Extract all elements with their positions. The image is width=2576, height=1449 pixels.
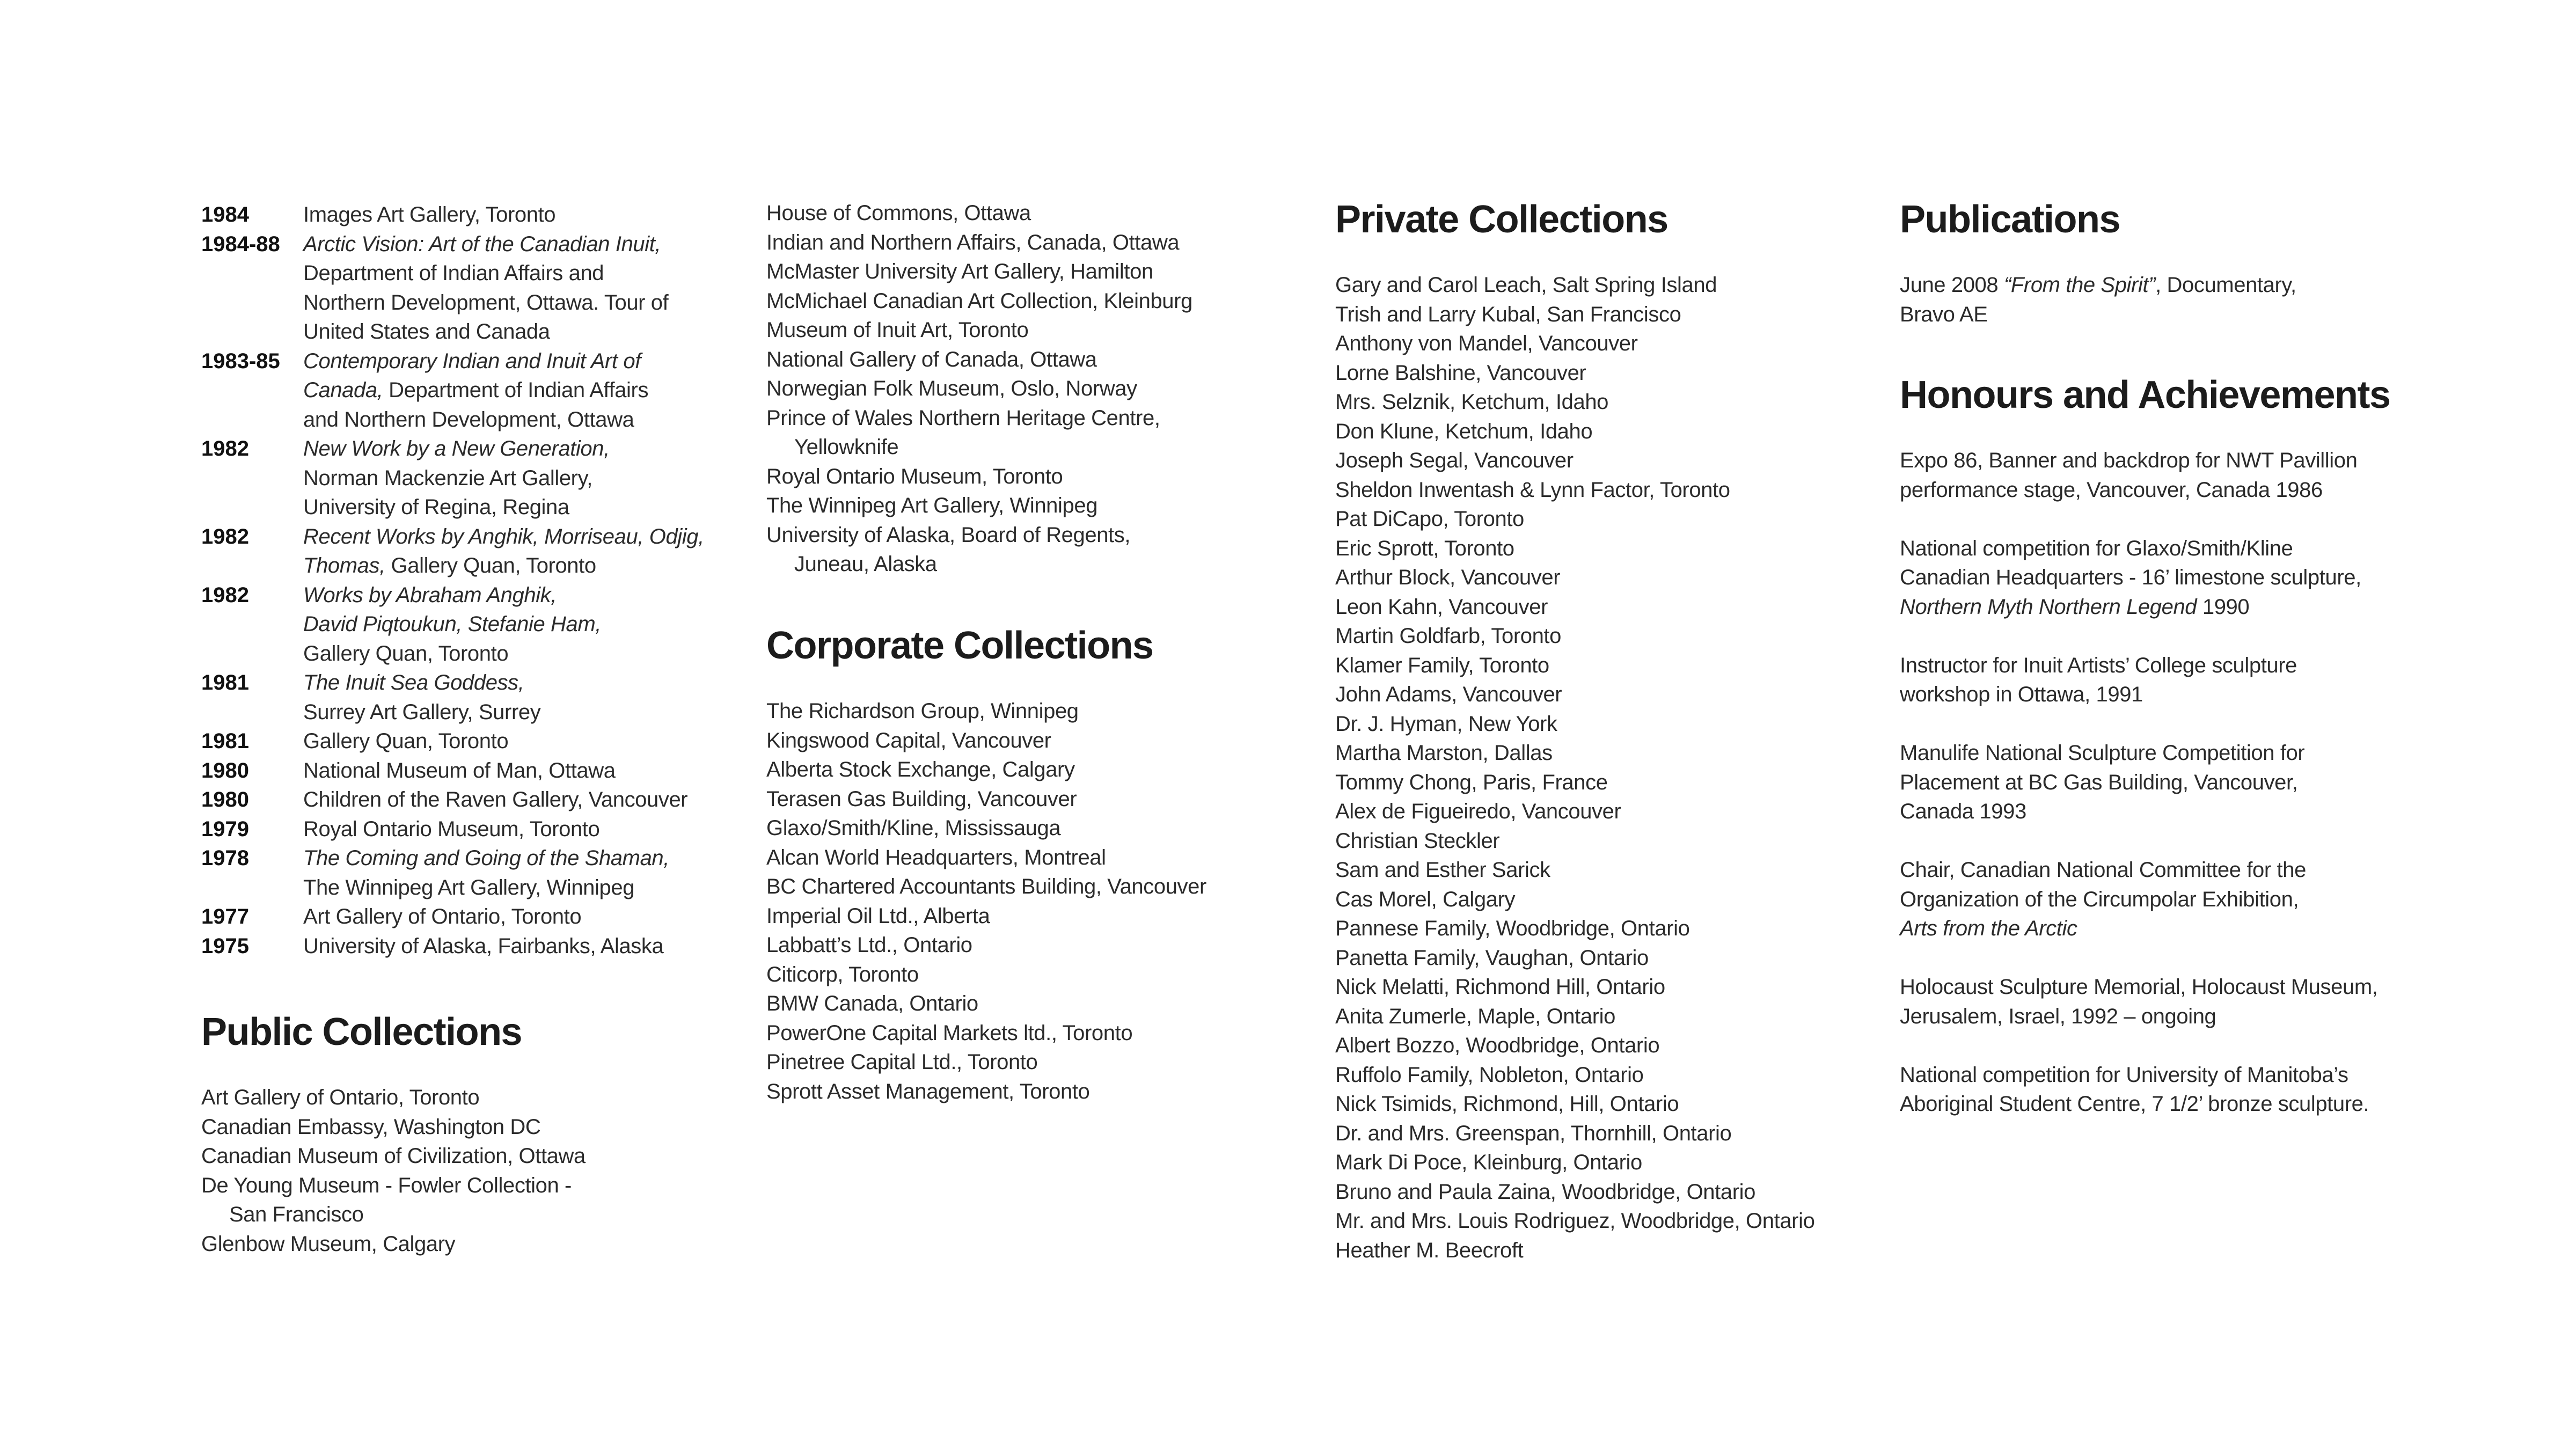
corporate-collections-heading: Corporate Collections	[766, 624, 1153, 667]
text-run: Canadian Headquarters - 16’ limestone sculpture,	[1900, 566, 2361, 589]
list-item: Imperial Oil Ltd., Alberta	[766, 904, 990, 928]
list-item: McMaster University Art Gallery, Hamilton	[766, 260, 1153, 283]
honour-line	[1900, 475, 2377, 505]
text-run: , Documentary,	[2155, 273, 2296, 297]
italic-text: New Work by a New Generation,	[303, 437, 610, 460]
corporate-collections-list	[766, 697, 1206, 1106]
public-collections-heading: Public Collections	[201, 1011, 522, 1053]
list-item: PowerOne Capital Markets ltd., Toronto	[766, 1021, 1133, 1045]
exhibition-entry	[201, 785, 704, 815]
exhibition-line	[303, 902, 704, 932]
list-item: Mr. and Mrs. Louis Rodriguez, Woodbridge, Ontario	[1335, 1209, 1815, 1233]
text-run: National competition for Glaxo/Smith/Kline	[1900, 536, 2293, 560]
exhibition-year: 1980	[201, 758, 249, 782]
paragraph-gap	[1900, 1031, 2377, 1060]
text-run: Children of the Raven Gallery, Vancouver	[303, 788, 688, 811]
list-item: BMW Canada, Ontario	[766, 992, 978, 1015]
exhibition-line	[303, 610, 704, 639]
list-item: Gary and Carol Leach, Salt Spring Island	[1335, 273, 1717, 297]
text-run: United States and Canada	[303, 320, 550, 343]
exhibition-year: 1977	[201, 905, 249, 928]
exhibition-year: 1982	[201, 524, 249, 548]
text-run: Gallery Quan, Toronto	[385, 554, 596, 577]
exhibition-description	[303, 815, 704, 844]
exhibition-line	[303, 522, 704, 552]
text-run: Expo 86, Banner and backdrop for NWT Pavillion	[1900, 449, 2358, 472]
publications-heading: Publications	[1900, 198, 2120, 241]
honour-line	[1900, 592, 2377, 622]
exhibition-line	[303, 259, 704, 288]
exhibition-line	[303, 551, 704, 581]
exhibition-line	[303, 464, 704, 493]
text-run: Holocaust Sculpture Memorial, Holocaust Museum,	[1900, 975, 2378, 999]
italic-text: The Coming and Going of the Shaman,	[303, 846, 669, 870]
list-item: Citicorp, Toronto	[766, 962, 919, 986]
list-item: Ruffolo Family, Nobleton, Ontario	[1335, 1063, 1644, 1087]
exhibition-description	[303, 434, 704, 522]
list-item: Martin Goldfarb, Toronto	[1335, 624, 1561, 648]
exhibition-entry	[201, 756, 704, 786]
honour-line	[1900, 446, 2377, 475]
list-item: Nick Melatti, Richmond Hill, Ontario	[1335, 975, 1665, 999]
list-item: Dr. and Mrs. Greenspan, Thornhill, Ontario	[1335, 1121, 1732, 1145]
list-item: Museum of Inuit Art, Toronto	[766, 318, 1029, 342]
exhibition-line	[303, 493, 704, 522]
text-run: Art Gallery of Ontario, Toronto	[303, 905, 582, 928]
list-item: Cas Morel, Calgary	[1335, 887, 1516, 911]
exhibition-line	[303, 230, 704, 259]
text-run: Aboriginal Student Centre, 7 1/2’ bronze sculpture.	[1900, 1092, 2369, 1116]
text-run: Chair, Canadian National Committee for the	[1900, 858, 2306, 882]
list-item: Eric Sprott, Toronto	[1335, 536, 1514, 560]
exhibition-description	[303, 785, 704, 815]
honour-line	[1900, 1060, 2377, 1090]
text-run: Surrey Art Gallery, Surrey	[303, 700, 541, 724]
text-run: Department of Indian Affairs and	[303, 261, 604, 285]
list-item: National Gallery of Canada, Ottawa	[766, 347, 1097, 371]
list-item: Juneau, Alaska	[794, 552, 937, 576]
list-item: Alex de Figueiredo, Vancouver	[1335, 800, 1621, 823]
exhibition-entry	[201, 815, 704, 844]
list-item: Christian Steckler	[1335, 829, 1500, 853]
honour-line	[1900, 1089, 2377, 1119]
exhibitions-list	[201, 200, 704, 961]
list-item: Mrs. Selznik, Ketchum, Idaho	[1335, 390, 1609, 414]
text-run: workshop in Ottawa, 1991	[1900, 683, 2143, 706]
text-run: Canada 1993	[1900, 800, 2026, 823]
paragraph-gap	[1900, 504, 2377, 534]
honour-line	[1900, 1002, 2377, 1031]
exhibition-entry	[201, 668, 704, 727]
exhibition-description	[303, 347, 704, 435]
list-item: Terasen Gas Building, Vancouver	[766, 787, 1077, 811]
honour-line	[1900, 680, 2377, 709]
exhibition-description	[303, 727, 704, 756]
list-item: Joseph Segal, Vancouver	[1335, 449, 1574, 472]
honour-entry	[1900, 738, 2377, 826]
italic-text: The Inuit Sea Goddess,	[303, 671, 524, 694]
exhibition-year: 1981	[201, 729, 249, 753]
text-run: Royal Ontario Museum, Toronto	[303, 817, 600, 841]
text-run: Jerusalem, Israel, 1992 – ongoing	[1900, 1004, 2216, 1028]
exhibition-year: 1982	[201, 437, 249, 460]
paragraph-gap	[1900, 826, 2377, 856]
honour-line	[1900, 914, 2377, 943]
text-run: Manulife National Sculpture Competition for	[1900, 741, 2305, 765]
list-item: The Winnipeg Art Gallery, Winnipeg	[766, 494, 1098, 517]
list-item: Kingswood Capital, Vancouver	[766, 728, 1051, 752]
exhibition-line	[303, 200, 704, 230]
exhibition-year: 1984	[201, 203, 249, 226]
honour-line	[1900, 651, 2377, 680]
exhibition-year: 1978	[201, 846, 249, 870]
list-item: Bruno and Paula Zaina, Woodbridge, Ontario	[1335, 1180, 1755, 1204]
italic-text: Thomas,	[303, 554, 385, 577]
exhibition-entry	[201, 844, 704, 902]
public-collections-list-2	[766, 199, 1192, 579]
exhibition-line	[303, 844, 704, 873]
list-item: Dr. J. Hyman, New York	[1335, 712, 1557, 736]
paragraph-gap	[1900, 621, 2377, 651]
italic-text: Works by Abraham Anghik,	[303, 583, 557, 607]
exhibition-description	[303, 668, 704, 727]
italic-text: Arts from the Arctic	[1900, 917, 2077, 940]
list-item: Heather M. Beecroft	[1335, 1238, 1524, 1262]
list-item: Canadian Museum of Civilization, Ottawa	[201, 1144, 586, 1168]
honour-line	[1900, 768, 2377, 797]
italic-text: David Piqtoukun, Stefanie Ham,	[303, 612, 601, 636]
exhibition-entry	[201, 522, 704, 581]
text-run: Images Art Gallery, Toronto	[303, 203, 556, 226]
public-collections-list-1	[201, 1083, 586, 1258]
italic-text: Recent Works by Anghik, Morriseau, Odjig,	[303, 524, 704, 548]
exhibition-entry	[201, 230, 704, 347]
italic-text: “From the Spirit”	[2003, 273, 2156, 297]
exhibition-description	[303, 756, 704, 786]
exhibition-line	[303, 873, 704, 903]
text-run: Instructor for Inuit Artists’ College sculpture	[1900, 653, 2297, 677]
list-item: Glaxo/Smith/Kline, Mississauga	[766, 816, 1061, 840]
honour-entry	[1900, 972, 2377, 1031]
honour-entry	[1900, 534, 2377, 622]
exhibition-line	[303, 785, 704, 815]
exhibition-description	[303, 200, 704, 230]
honours-heading: Honours and Achievements	[1900, 374, 2390, 416]
list-item: De Young Museum - Fowler Collection -	[201, 1173, 572, 1197]
exhibition-line	[303, 698, 704, 727]
list-item: Alcan World Headquarters, Montreal	[766, 845, 1106, 869]
private-collections-list	[1335, 270, 1814, 1265]
text-run: Organization of the Circumpolar Exhibition,	[1900, 887, 2299, 911]
list-item: Royal Ontario Museum, Toronto	[766, 464, 1063, 488]
exhibition-line	[303, 347, 704, 376]
exhibition-entry	[201, 434, 704, 522]
list-item: Canadian Embassy, Washington DC	[201, 1115, 541, 1139]
publication-line	[1900, 270, 2296, 300]
exhibition-description	[303, 902, 704, 932]
honour-line	[1900, 738, 2377, 768]
honour-entry	[1900, 651, 2377, 709]
list-item: Prince of Wales Northern Heritage Centre,	[766, 406, 1160, 430]
list-item: Tommy Chong, Paris, France	[1335, 770, 1608, 794]
italic-text: Canada,	[303, 378, 383, 402]
exhibition-line	[303, 639, 704, 669]
exhibition-description	[303, 932, 704, 961]
list-item: Lorne Balshine, Vancouver	[1335, 361, 1586, 385]
private-collections-heading: Private Collections	[1335, 198, 1668, 241]
list-item: Yellowknife	[794, 435, 899, 459]
list-item: Klamer Family, Toronto	[1335, 653, 1549, 677]
text-run: University of Alaska, Fairbanks, Alaska	[303, 934, 664, 958]
italic-text: Northern Myth Northern Legend	[1900, 595, 2197, 619]
exhibition-description	[303, 522, 704, 581]
list-item: Norwegian Folk Museum, Oslo, Norway	[766, 377, 1137, 400]
text-run: June 2008	[1900, 273, 2004, 297]
honour-line	[1900, 563, 2377, 592]
exhibition-entry	[201, 200, 704, 230]
list-item: San Francisco	[229, 1203, 364, 1226]
text-run: Northern Development, Ottawa. Tour of	[303, 290, 669, 314]
honour-entry	[1900, 855, 2377, 943]
list-item: Pinetree Capital Ltd., Toronto	[766, 1050, 1038, 1074]
list-item: The Richardson Group, Winnipeg	[766, 699, 1079, 723]
exhibition-description	[303, 230, 704, 347]
exhibition-entry	[201, 932, 704, 961]
text-run: and Northern Development, Ottawa	[303, 407, 634, 431]
exhibition-year: 1975	[201, 934, 249, 958]
exhibition-description	[303, 844, 704, 902]
exhibition-description	[303, 581, 704, 669]
list-item: BC Chartered Accountants Building, Vancouver	[766, 875, 1206, 898]
text-run: University of Regina, Regina	[303, 495, 569, 519]
paragraph-gap	[1900, 709, 2377, 739]
exhibition-entry	[201, 902, 704, 932]
exhibition-line	[303, 405, 704, 435]
list-item: Panetta Family, Vaughan, Ontario	[1335, 946, 1649, 970]
text-run: The Winnipeg Art Gallery, Winnipeg	[303, 875, 635, 899]
exhibition-line	[303, 668, 704, 698]
list-item: John Adams, Vancouver	[1335, 683, 1562, 706]
list-item: McMichael Canadian Art Collection, Kleinburg	[766, 289, 1192, 313]
list-item: Art Gallery of Ontario, Toronto	[201, 1086, 480, 1109]
exhibition-line	[303, 756, 704, 786]
exhibition-year: 1982	[201, 583, 249, 607]
list-item: Pat DiCapo, Toronto	[1335, 507, 1524, 531]
exhibition-year: 1980	[201, 788, 249, 811]
text-run: National competition for University of Manitoba’s	[1900, 1063, 2348, 1087]
italic-text: Arctic Vision: Art of the Canadian Inuit,	[303, 232, 661, 256]
paragraph-gap	[1900, 943, 2377, 973]
list-item: Don Klune, Ketchum, Idaho	[1335, 419, 1593, 443]
honour-line	[1900, 797, 2377, 826]
honour-entry	[1900, 1060, 2377, 1119]
list-item: Sheldon Inwentash & Lynn Factor, Toronto	[1335, 478, 1730, 502]
text-run: Department of Indian Affairs	[383, 378, 649, 402]
text-run: Bravo AE	[1900, 302, 1988, 326]
list-item: Sam and Esther Sarick	[1335, 858, 1550, 882]
list-item: University of Alaska, Board of Regents,	[766, 523, 1131, 547]
list-item: Alberta Stock Exchange, Calgary	[766, 758, 1075, 781]
text-run: National Museum of Man, Ottawa	[303, 758, 616, 782]
exhibition-line	[303, 932, 704, 961]
list-item: Albert Bozzo, Woodbridge, Ontario	[1335, 1034, 1660, 1057]
honour-entry	[1900, 446, 2377, 504]
list-item: Nick Tsimids, Richmond, Hill, Ontario	[1335, 1092, 1679, 1116]
honour-line	[1900, 855, 2377, 885]
exhibition-line	[303, 376, 704, 405]
list-item: Trish and Larry Kubal, San Francisco	[1335, 302, 1681, 326]
list-item: Sprott Asset Management, Toronto	[766, 1079, 1090, 1103]
exhibition-line	[303, 288, 704, 318]
list-item: Labbatt’s Ltd., Ontario	[766, 933, 972, 957]
exhibition-entry	[201, 727, 704, 756]
text-run: performance stage, Vancouver, Canada 1986	[1900, 478, 2323, 502]
text-run: Gallery Quan, Toronto	[303, 641, 509, 665]
exhibition-year: 1983-85	[201, 349, 280, 373]
text-run: Norman Mackenzie Art Gallery,	[303, 466, 592, 490]
list-item: Arthur Block, Vancouver	[1335, 566, 1561, 589]
exhibition-entry	[201, 581, 704, 669]
list-item: Anita Zumerle, Maple, Ontario	[1335, 1004, 1615, 1028]
text-run: 1990	[2197, 595, 2250, 619]
publications-list	[1900, 270, 2296, 329]
list-item: Indian and Northern Affairs, Canada, Ottawa	[766, 230, 1180, 254]
exhibition-year: 1981	[201, 671, 249, 694]
publication-line	[1900, 300, 2296, 330]
exhibition-line	[303, 317, 704, 347]
italic-text: Contemporary Indian and Inuit Art of	[303, 349, 641, 373]
text-run: Placement at BC Gas Building, Vancouver,	[1900, 770, 2298, 794]
list-item: Mark Di Poce, Kleinburg, Ontario	[1335, 1151, 1642, 1174]
honour-line	[1900, 534, 2377, 564]
honour-line	[1900, 885, 2377, 914]
exhibition-line	[303, 815, 704, 844]
text-run: Gallery Quan, Toronto	[303, 729, 509, 753]
exhibition-year: 1984-88	[201, 232, 280, 256]
list-item: Glenbow Museum, Calgary	[201, 1232, 456, 1256]
exhibition-year: 1979	[201, 817, 249, 841]
list-item: Pannese Family, Woodbridge, Ontario	[1335, 917, 1690, 940]
list-item: Anthony von Mandel, Vancouver	[1335, 332, 1638, 355]
exhibition-line	[303, 581, 704, 610]
exhibition-line	[303, 434, 704, 464]
list-item: House of Commons, Ottawa	[766, 201, 1031, 225]
honours-list	[1900, 446, 2377, 1119]
exhibition-entry	[201, 347, 704, 435]
exhibition-line	[303, 727, 704, 756]
honour-line	[1900, 972, 2377, 1002]
list-item: Leon Kahn, Vancouver	[1335, 595, 1548, 619]
list-item: Martha Marston, Dallas	[1335, 741, 1553, 765]
